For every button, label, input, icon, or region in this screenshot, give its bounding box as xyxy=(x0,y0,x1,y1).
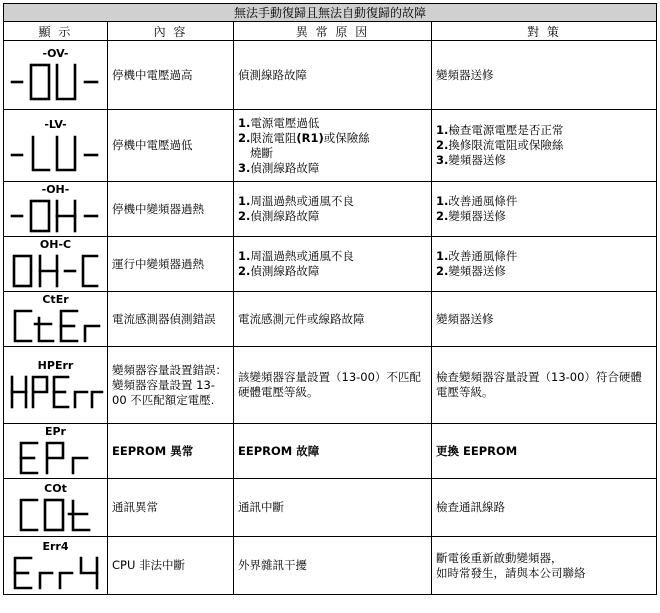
action-cell: 1.檢查電源電壓是否正常 2.換修限流電阻或保險絲 3.變頻器送修 xyxy=(432,110,657,182)
display-cell xyxy=(4,110,108,182)
display-cell xyxy=(4,237,108,292)
header-display: 顯 示 xyxy=(4,22,108,41)
cause-cell: 1.周溫過熱或通風不良 2.偵測線路故障 xyxy=(234,237,432,292)
content-cell: 變頻器容量設置錯誤：變頻器容量設置 13-00 不匹配額定電壓. xyxy=(108,347,234,424)
content-cell: 電流感測器偵測錯誤 xyxy=(108,292,234,347)
fault-code: -LV- xyxy=(44,117,67,131)
action-cell: 變頻器送修 xyxy=(432,292,657,347)
table-title: 無法手動復歸且無法自動復歸的故障 xyxy=(4,4,657,22)
display-cell xyxy=(4,537,108,595)
fault-code: HPErr xyxy=(37,359,74,372)
header-cause: 異 常 原 因 xyxy=(234,22,432,41)
action-cell: 檢查變頻器容量設置（13-00）符合硬體電壓等級。 xyxy=(432,347,657,424)
cause-cell: 通訊中斷 xyxy=(234,479,432,537)
fault-code: -OV- xyxy=(42,47,69,60)
content-cell: EEPROM 異常 xyxy=(108,424,234,479)
fault-code: EPr xyxy=(44,425,66,438)
action-cell: 變頻器送修 xyxy=(432,41,657,110)
display-cell xyxy=(4,41,108,110)
cause-cell: 偵測線路故障 xyxy=(234,41,432,110)
display-cell xyxy=(4,424,108,479)
cause-cell: 1.電源電壓過低 2.限流電阻(R1)或保險絲 燒斷 3.偵測線路故障 xyxy=(234,110,432,182)
fault-code: COt xyxy=(44,481,67,495)
cause-cell: 1.周溫過熱或通風不良 2.偵測線路故障 xyxy=(234,182,432,237)
table-row xyxy=(4,537,657,595)
content-cell: 通訊異常 xyxy=(108,479,234,537)
table-row xyxy=(4,41,657,110)
table-row xyxy=(4,347,657,424)
seven-segment-display xyxy=(9,62,103,102)
fault-code: OH-C xyxy=(39,238,72,251)
content-cell: 停機中電壓過低 xyxy=(108,110,234,182)
display-cell xyxy=(4,479,108,537)
content-cell: 運行中變頻器過熱 xyxy=(108,237,234,292)
header-action: 對 策 xyxy=(432,22,657,41)
table-row xyxy=(4,237,657,292)
fault-table xyxy=(3,3,657,595)
display-cell xyxy=(4,347,108,424)
cause-cell: 電流感測元件或線路故障 xyxy=(234,292,432,347)
seven-segment-display xyxy=(9,308,103,344)
display-cell xyxy=(4,292,108,347)
table-row xyxy=(4,182,657,237)
action-cell: 1.改善通風條件 2.變頻器送修 xyxy=(432,182,657,237)
table-row xyxy=(4,479,657,537)
action-cell: 更換 EEPROM xyxy=(432,424,657,479)
table-row xyxy=(4,110,657,182)
cause-cell: 外界雜訊干擾 xyxy=(234,537,432,595)
fault-code: Err4 xyxy=(42,539,69,553)
fault-code: CtEr xyxy=(42,293,69,306)
cause-cell: 該變頻器容量設置（13-00）不匹配硬體電壓等級。 xyxy=(234,347,432,424)
seven-segment-display xyxy=(9,253,103,289)
table-row xyxy=(4,292,657,347)
display-cell xyxy=(4,182,108,237)
action-cell: 檢查通訊線路 xyxy=(432,479,657,537)
seven-segment-display xyxy=(9,440,103,476)
table-header-row xyxy=(4,22,657,41)
action-cell: 1.改善通風條件 2.變頻器送修 xyxy=(432,237,657,292)
table-title-row xyxy=(4,4,657,22)
table-row xyxy=(4,424,657,479)
seven-segment-display xyxy=(9,198,103,234)
seven-segment-display xyxy=(9,497,103,533)
action-cell: 斷電後重新啟動變頻器， 如時常發生，請與本公司聯絡 xyxy=(432,537,657,595)
seven-segment-display xyxy=(9,555,103,591)
fault-table-container xyxy=(3,3,656,595)
seven-segment-display xyxy=(8,374,104,410)
content-cell: 停機中變頻器過熱 xyxy=(108,182,234,237)
content-cell: 停機中電壓過高 xyxy=(108,41,234,110)
cause-cell: EEPROM 故障 xyxy=(234,424,432,479)
header-content: 內 容 xyxy=(108,22,234,41)
seven-segment-display xyxy=(9,133,103,173)
fault-code: -OH- xyxy=(41,183,70,196)
content-cell: CPU 非法中斷 xyxy=(108,537,234,595)
